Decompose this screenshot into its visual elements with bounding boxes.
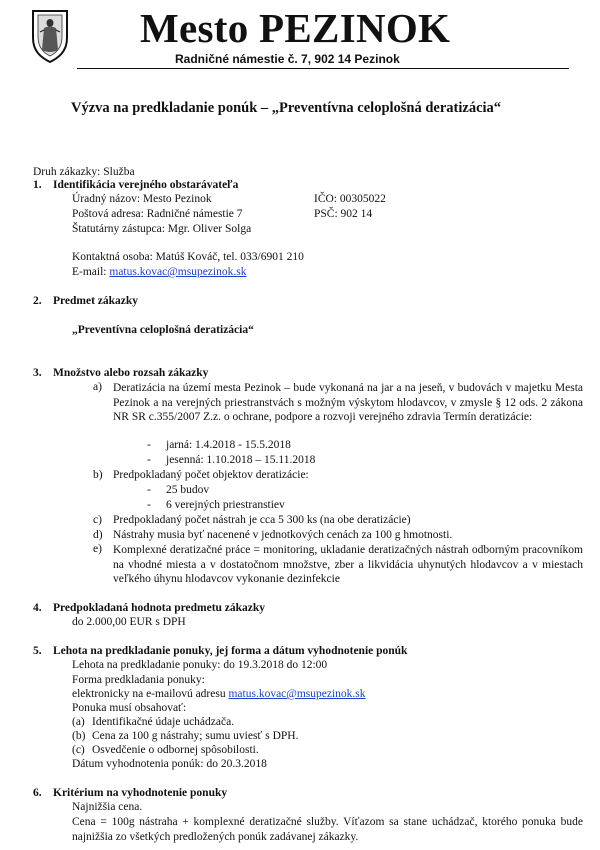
- autumn-term: jesenná: 1.10.2018 – 15.11.2018: [166, 454, 316, 466]
- section-6-heading: Kritérium na vyhodnotenie ponuky: [53, 787, 228, 799]
- submission-email-line: [72, 688, 366, 700]
- offer-must-contain: Ponuka musí obsahovať:: [72, 702, 187, 714]
- contact-email-link[interactable]: matus.kovac@msupezinok.sk: [109, 266, 247, 278]
- section-5-number: 5.: [33, 645, 42, 657]
- pezinok-coat-of-arms-icon: [30, 8, 70, 64]
- psc: PSČ: 902 14: [314, 208, 373, 220]
- item-c-marker: c): [93, 514, 102, 526]
- item-d-marker: d): [93, 529, 103, 541]
- section-6-number: 6.: [33, 787, 42, 799]
- section-4-heading: Predpokladaná hodnota predmetu zákazky: [53, 602, 266, 614]
- section-5-heading: Lehota na predkladanie ponuky, jej forma a dátum vyhodnotenie ponúk: [53, 645, 408, 657]
- estimated-value: do 2.000,00 EUR s DPH: [72, 616, 186, 628]
- contact-person: Kontaktná osoba: Matúš Kováč, tel. 033/6901 210: [72, 251, 304, 263]
- section-1-number: 1.: [33, 179, 42, 191]
- statutory-rep: Štatutárny zástupca: Mgr. Oliver Solga: [72, 223, 252, 235]
- section-3-number: 3.: [33, 367, 42, 379]
- city-address: Radničné námestie č. 7, 902 14 Pezinok: [175, 52, 400, 66]
- evaluation-date: Dátum vyhodnotenia ponúk: do 20.3.2018: [72, 758, 267, 770]
- item-c-text: Predpokladaný počet nástrah je cca 5 300 ks (na obe deratizácie): [113, 514, 411, 526]
- item-b-text: Predpokladaný počet objektov deratizácie:: [113, 469, 309, 481]
- item-e-text: Komplexné deratizačné práce = monitoring, ukladanie deratizačných nástrah odborným pracovníkom na vhodné miesta a v dostatočnom množstve, zber a likvidácia uhynutých hlodavcov a v miestach veľkého úhynu hlodavcov vykonanie dezinfekcie: [113, 544, 583, 586]
- header-rule: [77, 68, 569, 69]
- city-name: Mesto PEZINOK: [140, 5, 451, 51]
- item-d-text: Nástrahy musia byť nacenené v jednotkových cenách za 100 g hmotnosti.: [113, 529, 453, 541]
- dash: -: [147, 484, 151, 496]
- req-c-text: Osvedčenie o odbornej spôsobilosti.: [92, 744, 259, 756]
- contract-type: Druh zákazky: Služba: [33, 166, 135, 178]
- public-spaces-count: 6 verejných priestranstiev: [166, 499, 285, 511]
- section-1-heading: Identifikácia verejného obstarávateľa: [53, 179, 239, 191]
- dash: -: [147, 499, 151, 511]
- ico: IČO: 00305022: [314, 193, 386, 205]
- electronic-label: elektronicky na e-mailovú adresu: [72, 688, 229, 700]
- item-a-marker: a): [93, 381, 102, 393]
- dash: -: [147, 439, 151, 451]
- email-label: E-mail:: [72, 266, 110, 278]
- item-b-marker: b): [93, 469, 103, 481]
- official-name: Úradný názov: Mesto Pezinok: [72, 193, 212, 205]
- contract-subject: „Preventívna celoplošná deratizácia“: [72, 324, 254, 336]
- page-title: Výzva na predkladanie ponúk – „Preventívna celoplošná deratizácia“: [71, 100, 502, 116]
- section-2-heading: Predmet zákazky: [53, 295, 139, 307]
- lowest-price: Najnižšia cena.: [72, 801, 143, 813]
- submission-form-label: Forma predkladania ponuky:: [72, 674, 205, 686]
- dash: -: [147, 454, 151, 466]
- submission-deadline: Lehota na predkladanie ponuky: do 19.3.2018 do 12:00: [72, 659, 328, 671]
- req-a-marker: (a): [72, 716, 85, 728]
- req-b-text: Cena za 100 g nástrahy; sumu uviesť s DPH.: [92, 730, 299, 742]
- section-2-number: 2.: [33, 295, 42, 307]
- req-b-marker: (b): [72, 730, 86, 742]
- req-a-text: Identifikačné údaje uchádzača.: [92, 716, 235, 728]
- submission-email-link[interactable]: matus.kovac@msupezinok.sk: [228, 688, 366, 700]
- spring-term: jarná: 1.4.2018 - 15.5.2018: [166, 439, 291, 451]
- postal-address: Poštová adresa: Radničné námestie 7: [72, 208, 243, 220]
- buildings-count: 25 budov: [166, 484, 210, 496]
- section-4-number: 4.: [33, 602, 42, 614]
- price-definition: Cena = 100g nástraha + komplexné deratizačné služby. Víťazom sa stane uchádzač, ktorého ponuka bude najnižšia zo všetkých predložených ponúk zadávanej zákazky.: [72, 816, 583, 843]
- contact-email-line: [72, 266, 246, 278]
- item-e-marker: e): [93, 543, 102, 555]
- req-c-marker: (c): [72, 744, 85, 756]
- section-3-heading: Množstvo alebo rozsah zákazky: [53, 367, 209, 379]
- item-a-text: Deratizácia na území mesta Pezinok – bude vykonaná na jar a na jeseň, v budovách v majetku Mesta Pezinok a na verejných priestranstvách s možným výskytom hlodavcov, v zmysle § 12 ods. 2 zákona NR SR c.355/2007 Z.z. o ochrane, podpore a rozvoji verejného zdravia Termín deratizácie:: [113, 382, 583, 424]
